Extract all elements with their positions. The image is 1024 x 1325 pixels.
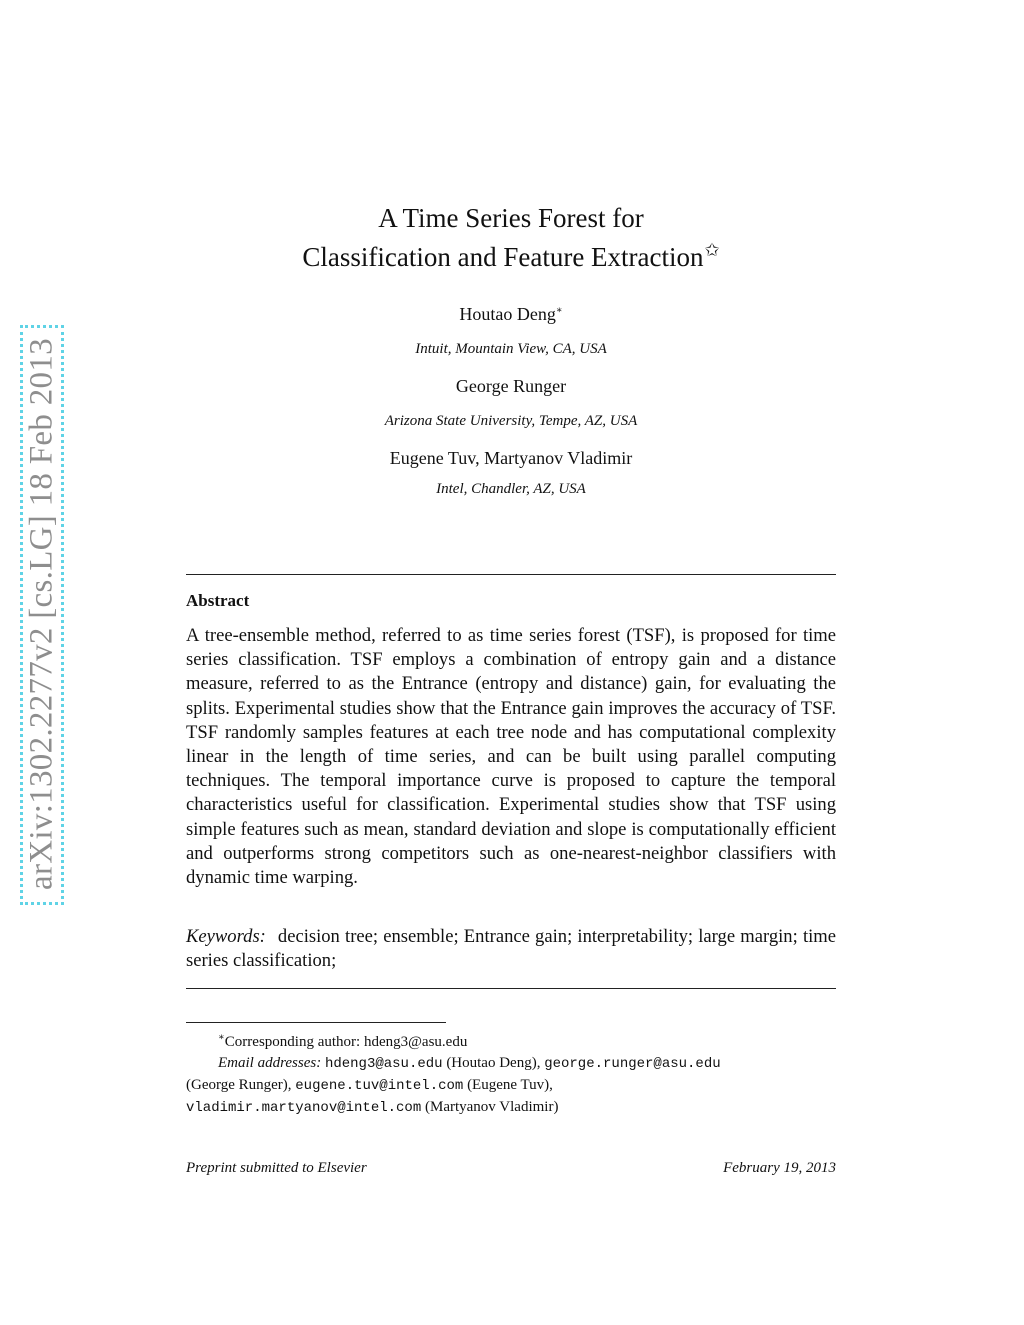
affiliation-1: Intuit, Mountain View, CA, USA xyxy=(415,341,607,357)
affiliation-2: Arizona State University, Tempe, AZ, USA xyxy=(384,413,638,429)
author-1-mark: ∗ xyxy=(555,305,563,316)
corresponding-author-text: Corresponding author: hdeng3@asu.edu xyxy=(224,1034,468,1050)
email-link[interactable]: hdeng3@asu.edu xyxy=(324,1056,443,1072)
abstract-top-rule xyxy=(186,574,836,575)
email-owner: (George Runger), xyxy=(186,1077,292,1093)
keywords-text: decision tree; ensemble; Entrance gain; interpretability; large margin; time series classification; xyxy=(186,926,836,972)
email-owner: (Martyanov Vladimir) xyxy=(425,1099,559,1115)
email-link[interactable]: george.runger@asu.edu xyxy=(544,1056,721,1072)
corresponding-mark: ∗ xyxy=(218,1032,225,1043)
paper-title-line-2-text: Classification and Feature Extraction xyxy=(302,242,704,272)
email-link[interactable]: vladimir.martyanov@intel.com xyxy=(186,1100,422,1116)
email-link[interactable]: eugene.tuv@intel.com xyxy=(295,1078,464,1094)
email-owner: (Houtao Deng), xyxy=(446,1055,541,1071)
author-3: Eugene Tuv, Martyanov Vladimir xyxy=(389,448,633,468)
arxiv-identifier: arXiv:1302.2277v2 [cs.LG] 18 Feb 2013 xyxy=(23,338,60,890)
corresponding-author-note xyxy=(186,1027,836,1053)
email-label: Email addresses: xyxy=(218,1055,322,1071)
email-owner: (Eugene Tuv), xyxy=(467,1077,553,1093)
paper-title-line-1: A Time Series Forest for xyxy=(378,203,644,233)
footnote-rule xyxy=(186,1022,446,1023)
title-footnote-star-icon: ✩ xyxy=(704,240,720,260)
abstract-bottom-rule xyxy=(186,988,836,989)
keywords xyxy=(186,925,836,973)
keywords-label: Keywords: xyxy=(186,926,266,947)
footnote xyxy=(186,1027,836,1119)
author-2: George Runger xyxy=(455,376,567,396)
affiliation-3: Intel, Chandler, AZ, USA xyxy=(436,481,586,497)
preprint-date: February 19, 2013 xyxy=(723,1160,836,1176)
author-1 xyxy=(186,304,836,325)
email-addresses xyxy=(186,1053,836,1119)
preprint-note: Preprint submitted to Elsevier xyxy=(186,1160,367,1176)
abstract-heading: Abstract xyxy=(186,591,250,610)
paper-title-line-2 xyxy=(186,240,836,273)
author-1-name: Houtao Deng xyxy=(459,304,556,324)
abstract-body: A tree-ensemble method, referred to as time series forest (TSF), is proposed for time series classification. TSF employs a combination of entropy gain and a distance measure, referred to as the Entrance (entropy and distance) gain, for evaluating the splits. Experimental studies show that the Entrance gain improves the accuracy of TSF. TSF randomly samples features at each tree node and has computational complexity linear in the length of time series, and can be built using parallel computing techniques. The temporal importance curve is proposed to capture the temporal characteristics useful for classification. Experimental studies show that TSF using simple features such as mean, standard deviation and slope is computationally efficient and outperforms strong competitors such as one-nearest-neighbor classifiers with dynamic time warping. xyxy=(186,625,836,889)
